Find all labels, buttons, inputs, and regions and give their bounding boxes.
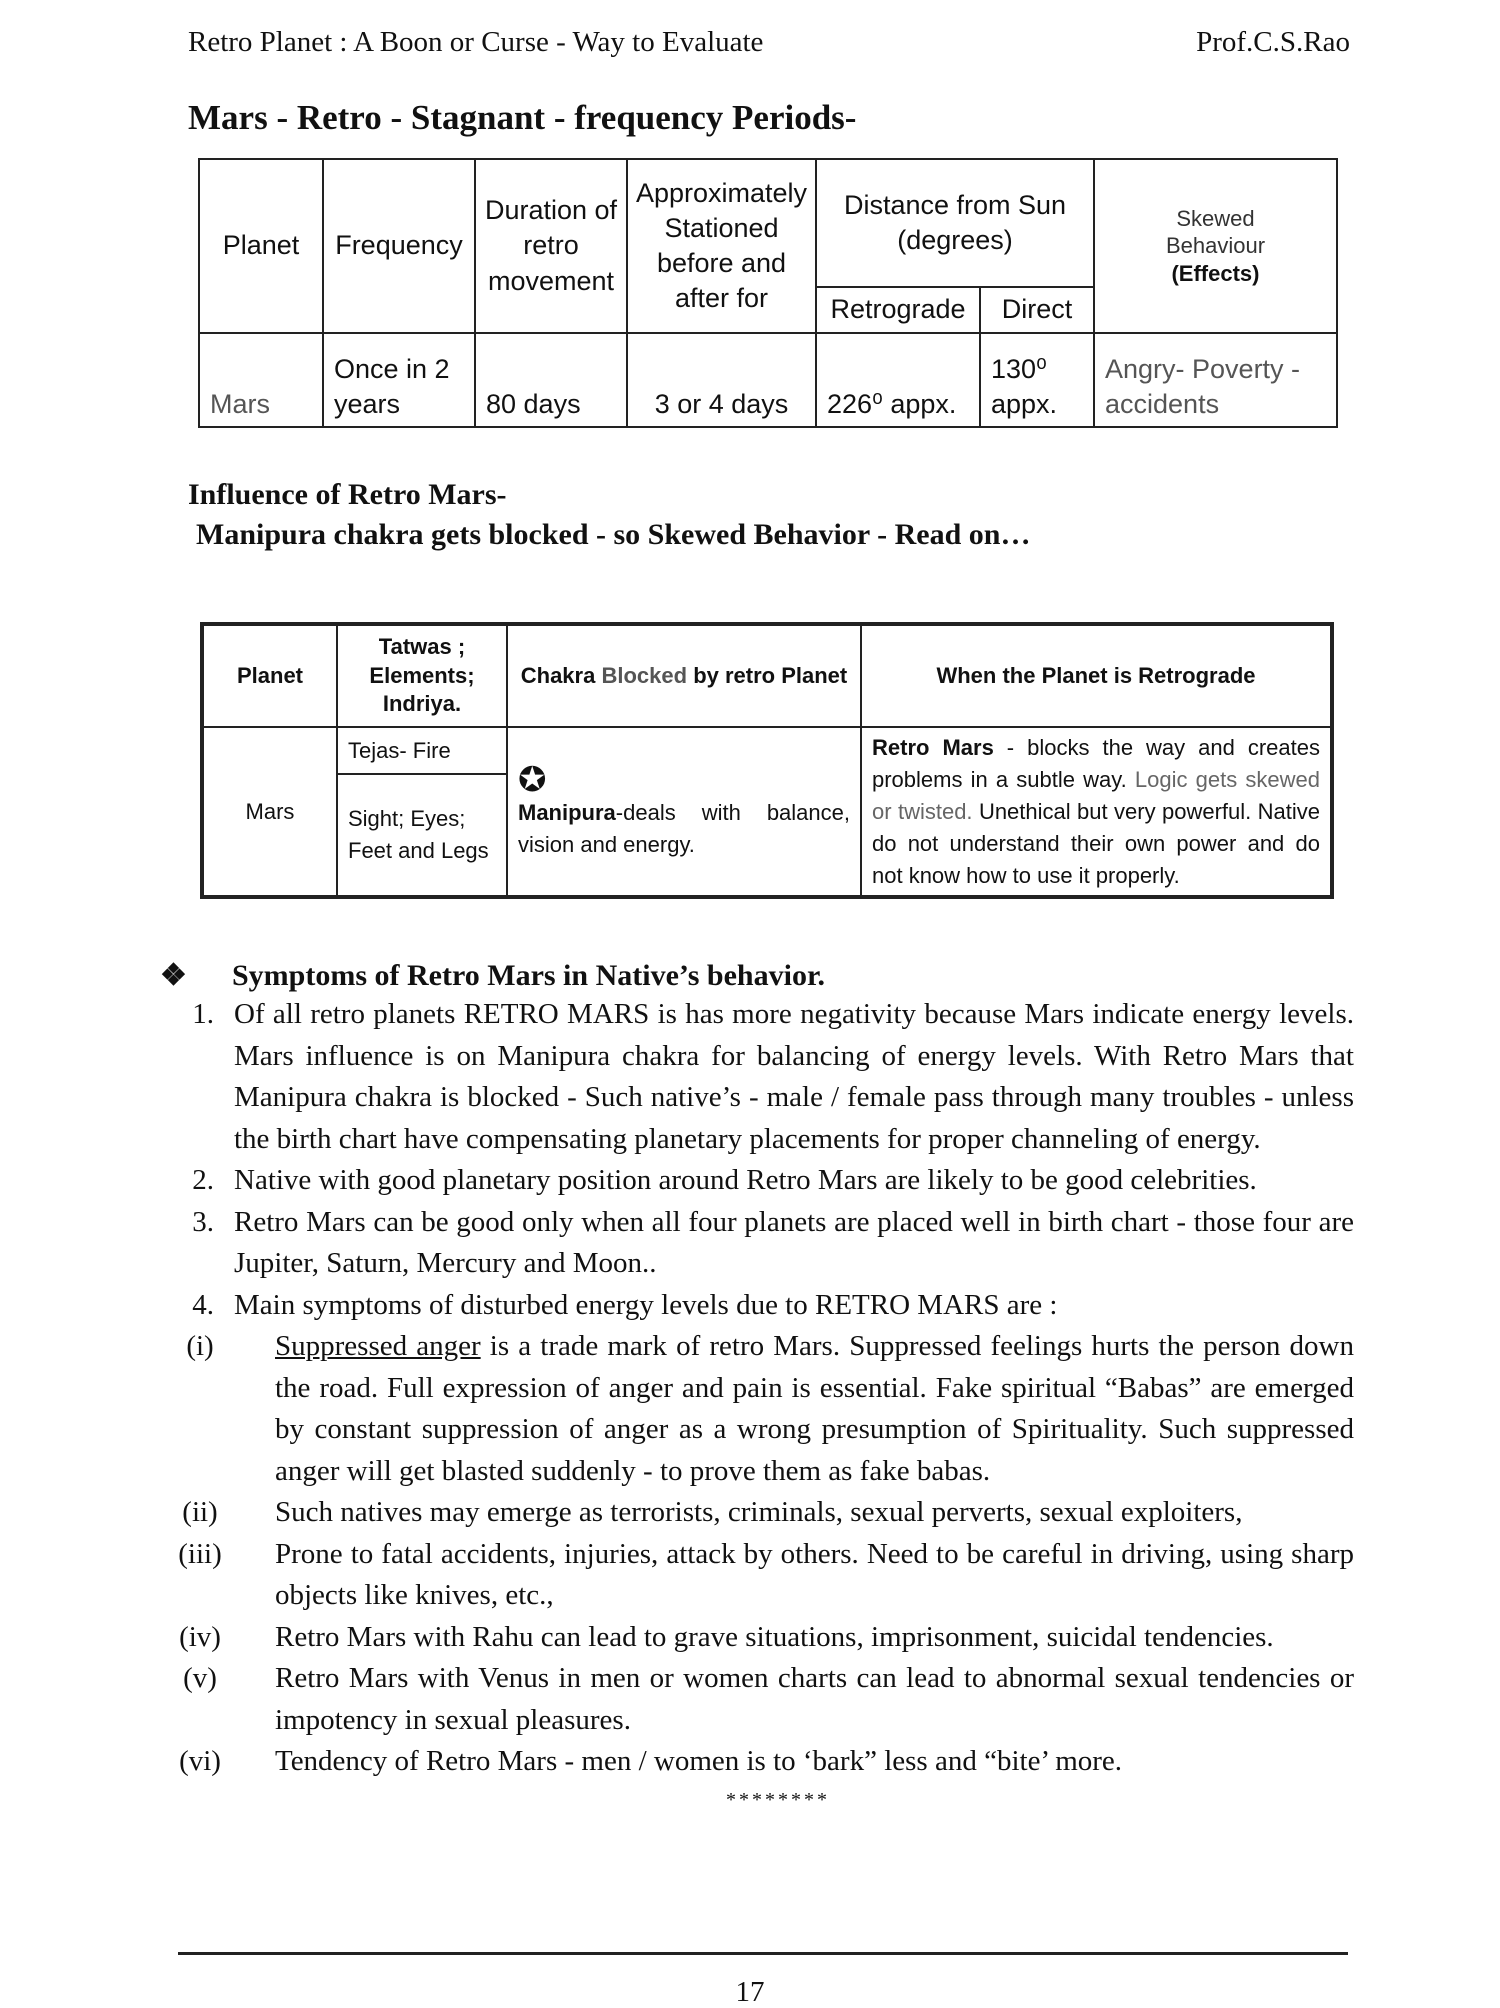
- cell-when-retrograde: Retro Mars - blocks the way and creates problems in a subtle way. Logic gets skewed or twisted. Unethical but very powerful. Native do not understand their own power and do not know how to use it properly.: [861, 727, 1332, 897]
- running-header-title: Retro Planet : A Boon or Curse - Way to Evaluate: [188, 26, 764, 58]
- list-item: 3. Retro Mars can be good only when all four planets are placed well in birth chart - those four are Jupiter, Saturn, Mercury and Moon..: [192, 1205, 1354, 1279]
- page-number: 17: [735, 1976, 765, 2008]
- header-distance: Distance from Sun (degrees): [816, 159, 1094, 287]
- sub-list-item: (ii) Such natives may emerge as terrorists, criminals, sexual perverts, sexual exploiters,: [182, 1496, 1243, 1528]
- end-separator: ********: [726, 1788, 830, 1811]
- header-frequency: Frequency: [323, 159, 475, 333]
- chakra-table: [200, 622, 1334, 899]
- retro-period-table: [198, 158, 1338, 428]
- header-tatwas: Tatwas ; Elements; Indriya.: [337, 624, 507, 727]
- influence-line2: Manipura chakra gets blocked - so Skewed Behavior - Read on…: [196, 518, 1031, 551]
- header-stationed: Approximately Stationed before and after for: [627, 159, 816, 333]
- cell-retrograde: 226⁰ appx.: [816, 333, 980, 427]
- sub-list-item: (iii) Prone to fatal accidents, injuries, attack by others. Need to be careful in driving, using sharp objects like knives, etc.,: [178, 1537, 1354, 1611]
- diamond-bullet-icon: ❖: [160, 959, 187, 992]
- sub-list-item: (v) Retro Mars with Venus in men or women charts can lead to abnormal sexual tendencies or impotency in sexual pleasures.: [183, 1662, 1354, 1736]
- cell-indriya: Sight; Eyes; Feet and Legs: [337, 774, 507, 898]
- sub-list-item: (vi) Tendency of Retro Mars - men / women is to ‘bark” less and “bite’ more.: [179, 1745, 1123, 1777]
- cell-direct: 130⁰ appx.: [980, 333, 1094, 427]
- list-item: 1. Of all retro planets RETRO MARS is has more negativity because Mars indicate energy levels. Mars influence is on Manipura chakra for balancing of energy levels. With Retro Mars that Manipura chakra is blocked - Such native’s - male / female pass through many troubles - unless the birth chart have compensating planetary placements for proper channeling of energy.: [192, 998, 1354, 1155]
- cell-element: Tejas- Fire: [337, 727, 507, 774]
- influence-line1: Influence of Retro Mars-: [188, 478, 507, 511]
- cell-planet: Mars: [199, 333, 323, 427]
- header-direct: Direct: [980, 287, 1094, 333]
- list-item: 2. Native with good planetary position around Retro Mars are likely to be good celebrities.: [192, 1164, 1257, 1196]
- symptoms-list: [178, 994, 1354, 1815]
- cell-chakra: ✪ Manipura-deals with balance, vision and energy.: [507, 727, 861, 897]
- header-skewed-line2: Behaviour: [1165, 233, 1266, 259]
- chakra-symbol-icon: ✪: [518, 760, 547, 799]
- influence-heading: [188, 475, 1031, 555]
- cell-stationed: 3 or 4 days: [627, 333, 816, 427]
- symptoms-heading-text: Symptoms of Retro Mars in Native’s behavior.: [232, 959, 826, 992]
- cell-effects: Angry- Poverty - accidents: [1094, 333, 1337, 427]
- header-chakra: Chakra Blocked by retro Planet: [507, 624, 861, 727]
- header-planet: Planet: [199, 159, 323, 333]
- cell-frequency: Once in 2 years: [323, 333, 475, 427]
- header-skewed-line3: (Effects): [1171, 260, 1260, 286]
- sub-list-item: (i) Suppressed anger is a trade mark of retro Mars. Suppressed feelings hurts the person down the road. Full expression of anger and pain is essential. Fake spiritual “Babas” are emerged by constant suppression of anger as a wrong presumption of Spirituality. Such suppressed anger will get blasted suddenly - to prove them as fake babas.: [186, 1330, 1354, 1487]
- section-title: Mars - Retro - Stagnant - frequency Periods-: [188, 98, 857, 137]
- header-duration: Duration of retro movement: [475, 159, 627, 333]
- cell-planet-2: Mars: [202, 727, 337, 897]
- header-planet-2: Planet: [202, 624, 337, 727]
- cell-duration: 80 days: [475, 333, 627, 427]
- header-skewed-behaviour: [1094, 159, 1337, 333]
- sub-list-item: (iv) Retro Mars with Rahu can lead to grave situations, imprisonment, suicidal tendencies.: [179, 1620, 1274, 1653]
- symptoms-heading: [160, 958, 825, 993]
- running-header-author: Prof.C.S.Rao: [1196, 26, 1350, 58]
- header-skewed-line1: Skewed: [1176, 205, 1255, 231]
- header-retrograde: Retrograde: [816, 287, 980, 333]
- footer-rule: [178, 1952, 1348, 1955]
- header-when-retrograde: When the Planet is Retrograde: [861, 624, 1332, 727]
- list-item: 4. Main symptoms of disturbed energy levels due to RETRO MARS are :: [192, 1288, 1058, 1321]
